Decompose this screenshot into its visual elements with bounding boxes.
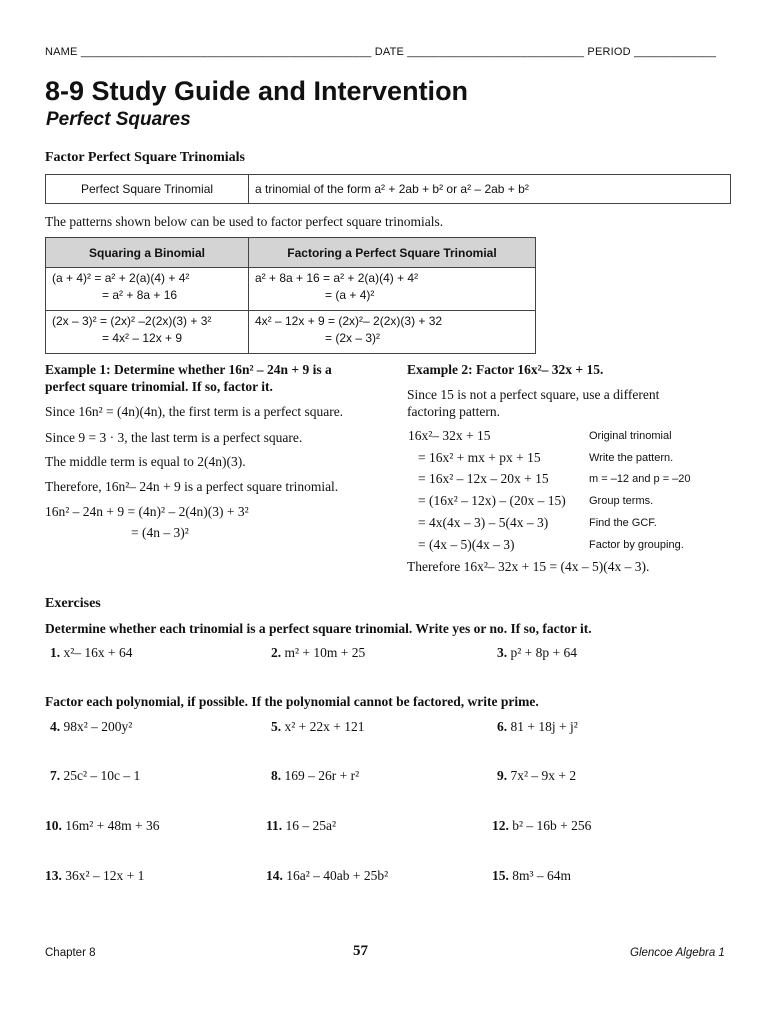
problem-number: 2.: [271, 645, 282, 660]
example1-line: The middle term is equal to 2(4n)(3).: [45, 454, 246, 469]
exercises-heading: Exercises: [45, 596, 101, 611]
patterns-header-factoring: Factoring a Perfect Square Trinomial: [249, 238, 536, 268]
pattern-cell: [46, 268, 249, 311]
exercise-problem: [497, 719, 578, 735]
problem-expression: 36x² – 12x + 1: [65, 868, 145, 883]
problem-number: 10.: [45, 818, 62, 833]
pattern-line: = a² + 8a + 16: [102, 288, 178, 302]
problem-number: 7.: [50, 768, 61, 783]
problem-expression: x² + 22x + 121: [284, 719, 365, 734]
problem-expression: 8m³ – 64m: [512, 868, 572, 883]
example2-step-expr: = (16x² – 12x) – (20x – 15): [418, 493, 566, 508]
example2-step-expr: = 4x(4x – 3) – 5(4x – 3): [418, 515, 549, 530]
page-subtitle: Perfect Squares: [46, 109, 191, 130]
example2-heading: Example 2: Factor 16x²– 32x + 15.: [407, 362, 604, 377]
example1-heading: Example 1: Determine whether 16n² – 24n + 9 is a: [45, 362, 332, 377]
example1-line: Therefore, 16n²– 24n + 9 is a perfect square trinomial.: [45, 479, 339, 494]
example2-step-note: Find the GCF.: [589, 517, 657, 529]
exercise-instructions-2: Factor each polynomial, if possible. If the polynomial cannot be factored, write prime.: [45, 694, 539, 709]
problem-number: 6.: [497, 719, 508, 734]
definition-description: a trinomial of the form a² + 2ab + b² or a² – 2ab + b²: [249, 175, 731, 204]
footer-page-number: 57: [353, 943, 368, 959]
example2-step-note: Write the pattern.: [589, 452, 674, 464]
problem-expression: 98x² – 200y²: [63, 719, 133, 734]
section-heading: Factor Perfect Square Trinomials: [45, 150, 245, 165]
example2-intro: Since 15 is not a perfect square, use a different: [407, 387, 660, 402]
problem-number: 11.: [266, 818, 283, 833]
problem-number: 13.: [45, 868, 62, 883]
example2-conclusion: Therefore 16x²– 32x + 15 = (4x – 5)(4x – 3).: [407, 559, 650, 574]
table-row: [46, 311, 536, 354]
problem-expression: 81 + 18j + j²: [510, 719, 578, 734]
problem-expression: p² + 8p + 64: [510, 645, 578, 660]
problem-number: 14.: [266, 868, 283, 883]
example2-step-expr: 16x²– 32x + 15: [408, 428, 491, 443]
exercise-problem: [50, 645, 133, 661]
problem-number: 12.: [492, 818, 509, 833]
problem-expression: m² + 10m + 25: [284, 645, 366, 660]
pattern-line: = (a + 4)²: [325, 288, 375, 302]
example2-step-note: Original trinomial: [589, 430, 672, 442]
exercise-problem: [497, 645, 577, 661]
exercise-problem: [50, 719, 132, 735]
exercise-instructions-1: Determine whether each trinomial is a perfect square trinomial. Write yes or no. If so, factor it.: [45, 621, 592, 636]
problem-expression: x²– 16x + 64: [63, 645, 133, 660]
example1-line: Since 9 = 3 · 3, the last term is a perfect square.: [45, 430, 303, 445]
example2-intro-cont: factoring pattern.: [407, 404, 500, 419]
patterns-header-squaring: Squaring a Binomial: [46, 238, 249, 268]
exercise-problem: [45, 818, 160, 834]
footer-chapter: Chapter 8: [45, 947, 96, 959]
pattern-line: = (2x – 3)²: [325, 331, 381, 345]
exercise-problem: [266, 818, 336, 834]
problem-expression: 16m² + 48m + 36: [65, 818, 160, 833]
example2-step-expr: = (4x – 5)(4x – 3): [418, 537, 515, 552]
pattern-cell: [46, 311, 249, 354]
pattern-line: (2x – 3)² = (2x)² –2(2x)(3) + 3²: [52, 314, 212, 328]
example1-heading-cont: perfect square trinomial. If so, factor it.: [45, 379, 273, 394]
example2-step-note: Factor by grouping.: [589, 539, 684, 551]
pattern-line: a² + 8a + 16 = a² + 2(a)(4) + 4²: [255, 271, 419, 285]
example1-line: Since 16n² = (4n)(4n), the first term is a perfect square.: [45, 404, 344, 419]
table-row: [46, 268, 536, 311]
example2-step-expr: = 16x² – 12x – 20x + 15: [418, 471, 549, 486]
example1-result-cont: = (4n – 3)²: [131, 525, 189, 540]
problem-number: 8.: [271, 768, 282, 783]
definition-table: [45, 174, 731, 204]
name-date-period-line: NAME ______________________________________________ DATE ____________________________ PERIOD _____________: [45, 46, 717, 58]
problem-expression: b² – 16b + 256: [512, 818, 592, 833]
problem-number: 1.: [50, 645, 61, 660]
example2-step-expr: = 16x² + mx + px + 15: [418, 450, 541, 465]
problem-number: 15.: [492, 868, 509, 883]
exercise-problem: [492, 868, 571, 884]
problem-expression: 7x² – 9x + 2: [510, 768, 577, 783]
example1-result: 16n² – 24n + 9 = (4n)² – 2(4n)(3) + 3²: [45, 504, 249, 519]
problem-number: 3.: [497, 645, 508, 660]
exercise-problem: [266, 868, 388, 884]
problem-expression: 16a² – 40ab + 25b²: [286, 868, 389, 883]
exercise-problem: [271, 645, 365, 661]
definition-term: Perfect Square Trinomial: [46, 175, 249, 204]
exercise-problem: [271, 768, 359, 784]
pattern-line: 4x² – 12x + 9 = (2x)²– 2(2x)(3) + 32: [255, 314, 443, 328]
pattern-cell: [249, 268, 536, 311]
exercise-problem: [271, 719, 365, 735]
pattern-line: (a + 4)² = a² + 2(a)(4) + 4²: [52, 271, 190, 285]
patterns-intro: The patterns shown below can be used to factor perfect square trinomials.: [45, 214, 444, 229]
problem-number: 4.: [50, 719, 61, 734]
pattern-line: = 4x² – 12x + 9: [102, 331, 183, 345]
example2-step-note: Group terms.: [589, 495, 654, 507]
page-title: 8-9 Study Guide and Intervention: [45, 76, 469, 106]
problem-number: 9.: [497, 768, 508, 783]
problem-expression: 16 – 25a²: [285, 818, 337, 833]
problem-expression: 25c² – 10c – 1: [63, 768, 141, 783]
exercise-problem: [50, 768, 140, 784]
example2-step-note: m = –12 and p = –20: [589, 473, 691, 485]
pattern-cell: [249, 311, 536, 354]
exercise-problem: [492, 818, 591, 834]
exercise-problem: [497, 768, 576, 784]
patterns-table: [45, 237, 536, 354]
exercise-problem: [45, 868, 144, 884]
problem-expression: 169 – 26r + r²: [284, 768, 360, 783]
problem-number: 5.: [271, 719, 282, 734]
footer-book-title: Glencoe Algebra 1: [630, 947, 725, 959]
